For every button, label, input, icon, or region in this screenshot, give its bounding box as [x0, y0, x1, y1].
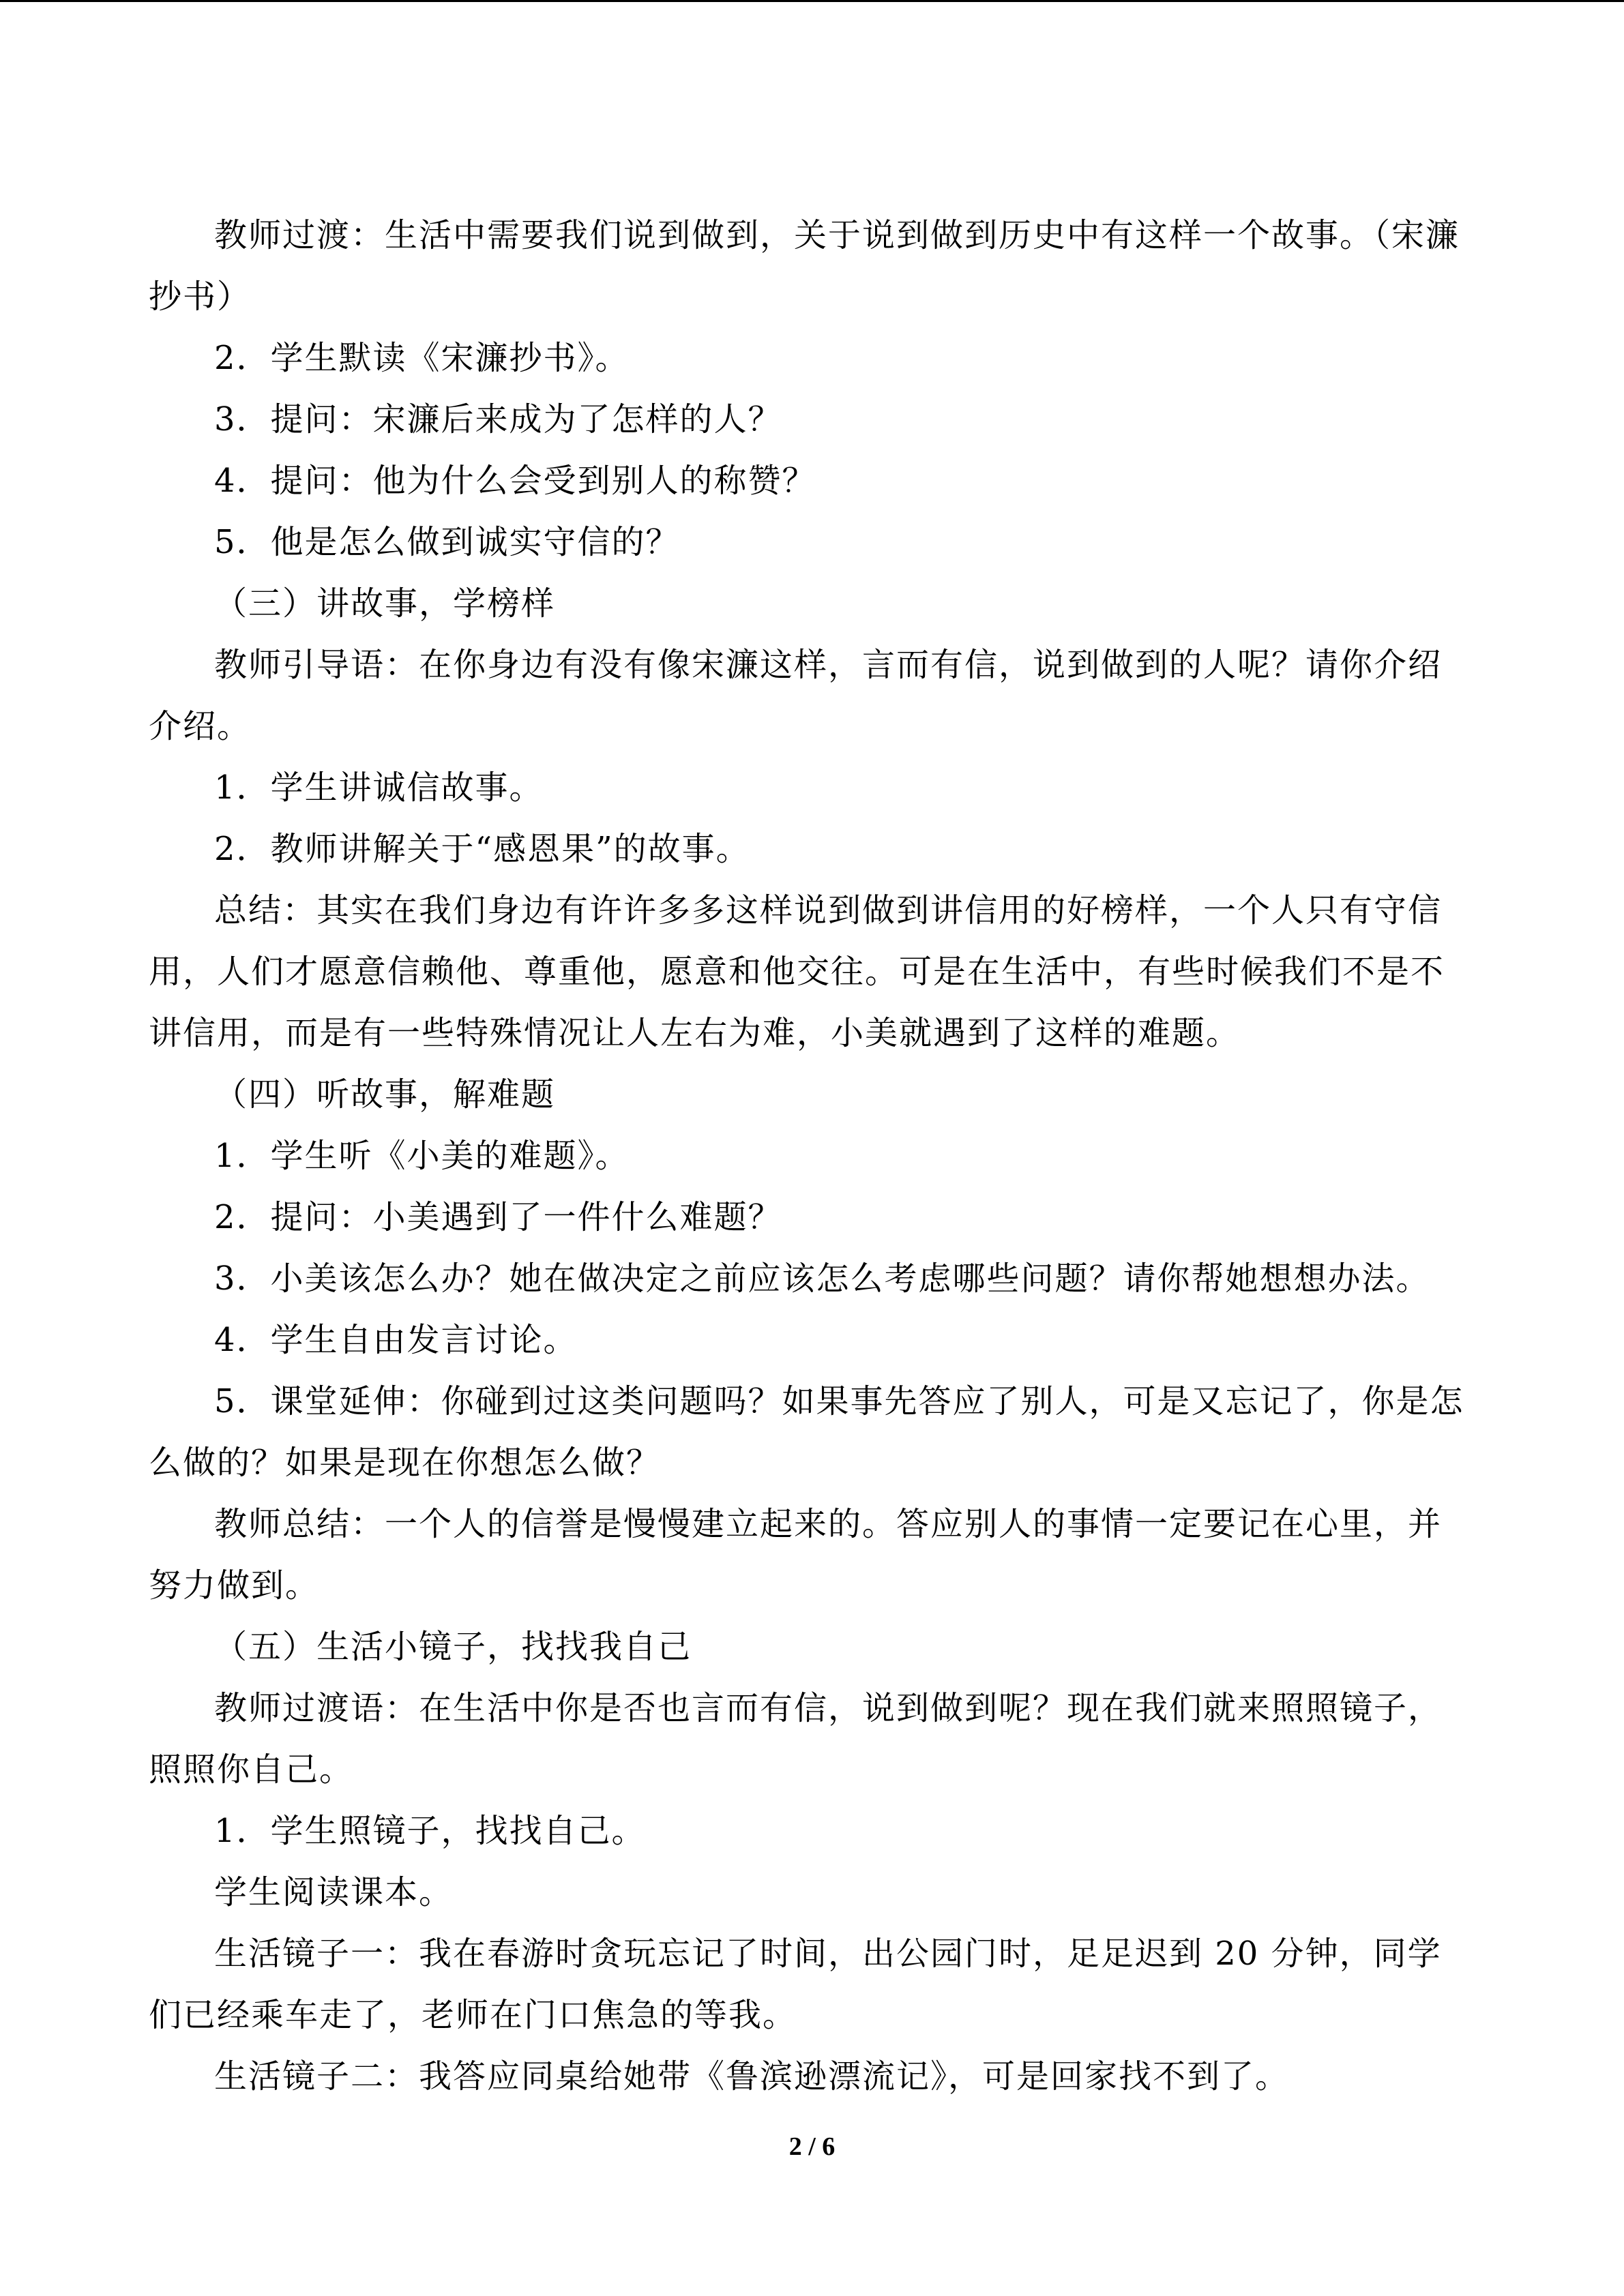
paragraph-step-4-question: 4．提问：他为什么会受到别人的称赞？	[214, 462, 816, 500]
document-body	[149, 205, 1475, 2107]
section-heading-3: （三）讲故事，学榜样	[214, 584, 556, 623]
paragraph-life-mirror-2: 生活镜子二：我答应同桌给她带《鲁滨逊漂流记》，可是回家找不到了。	[214, 2057, 1290, 2096]
paragraph-step-3-question: 3．提问：宋濂后来成为了怎样的人？	[214, 400, 782, 438]
paragraph-teacher-guide: 教师引导语：在你身边有没有像宋濂这样，言而有信，说到做到的人呢？请你介绍介绍。	[149, 646, 1443, 745]
paragraph-read-textbook: 学生阅读课本。	[214, 1873, 454, 1911]
paragraph-step-1-stories: 1．学生讲诚信故事。	[214, 769, 544, 807]
paragraph-step-1-mirror: 1．学生照镜子，找找自己。	[214, 1812, 646, 1850]
paragraph-step-3-solution: 3．小美该怎么办？她在做决定之前应该怎么考虑哪些问题？请你帮她想想办法。	[214, 1259, 1430, 1298]
section-heading-5: （五）生活小镜子，找找我自己	[214, 1628, 692, 1666]
paragraph-step-1-listen: 1．学生听《小美的难题》。	[214, 1137, 630, 1175]
paragraph-step-5-question: 5．他是怎么做到诚实守信的？	[214, 523, 680, 561]
paragraph-summary: 总结：其实在我们身边有许许多多这样说到做到讲信用的好榜样，一个人只有守信用，人们才愿意信赖他、尊重他，愿意和他交往。可是在生活中，有些时候我们不是不讲信用，而是有一些特殊情况让人左右为难，小美就遇到了这样的难题。	[149, 891, 1445, 1052]
paragraph-teacher-transition-mirror: 教师过渡语：在生活中你是否也言而有信，说到做到呢？现在我们就来照照镜子，照照你自己。	[149, 1689, 1443, 1789]
paragraph-step-2-problem: 2．提问：小美遇到了一件什么难题？	[214, 1198, 782, 1236]
paragraph-teacher-summary: 教师总结：一个人的信誉是慢慢建立起来的。答应别人的事情一定要记在心里，并努力做到。	[149, 1505, 1443, 1605]
top-border-line	[0, 0, 1624, 2]
paragraph-step-2-read: 2．学生默读《宋濂抄书》。	[214, 339, 630, 377]
paragraph-step-4-discussion: 4．学生自由发言讨论。	[214, 1321, 578, 1359]
section-heading-4: （四）听故事，解难题	[214, 1075, 556, 1114]
page-number: 2 / 6	[788, 2132, 836, 2161]
paragraph-step-5-extension: 5．课堂延伸：你碰到过这类问题吗？如果事先答应了别人，可是又忘记了，你是怎么做的？如果是现在你想怎么做？	[149, 1382, 1464, 1482]
paragraph-teacher-transition: 教师过渡：生活中需要我们说到做到，关于说到做到历史中有这样一个故事。（宋濂抄书）	[149, 216, 1460, 316]
paragraph-step-2-gratitude-fruit: 2．教师讲解关于“感恩果”的故事。	[214, 830, 750, 868]
paragraph-life-mirror-1: 生活镜子一：我在春游时贪玩忘记了时间，出公园门时，足足迟到 20 分钟，同学们已经乘车走了，老师在门口焦急的等我。	[149, 1935, 1442, 2034]
